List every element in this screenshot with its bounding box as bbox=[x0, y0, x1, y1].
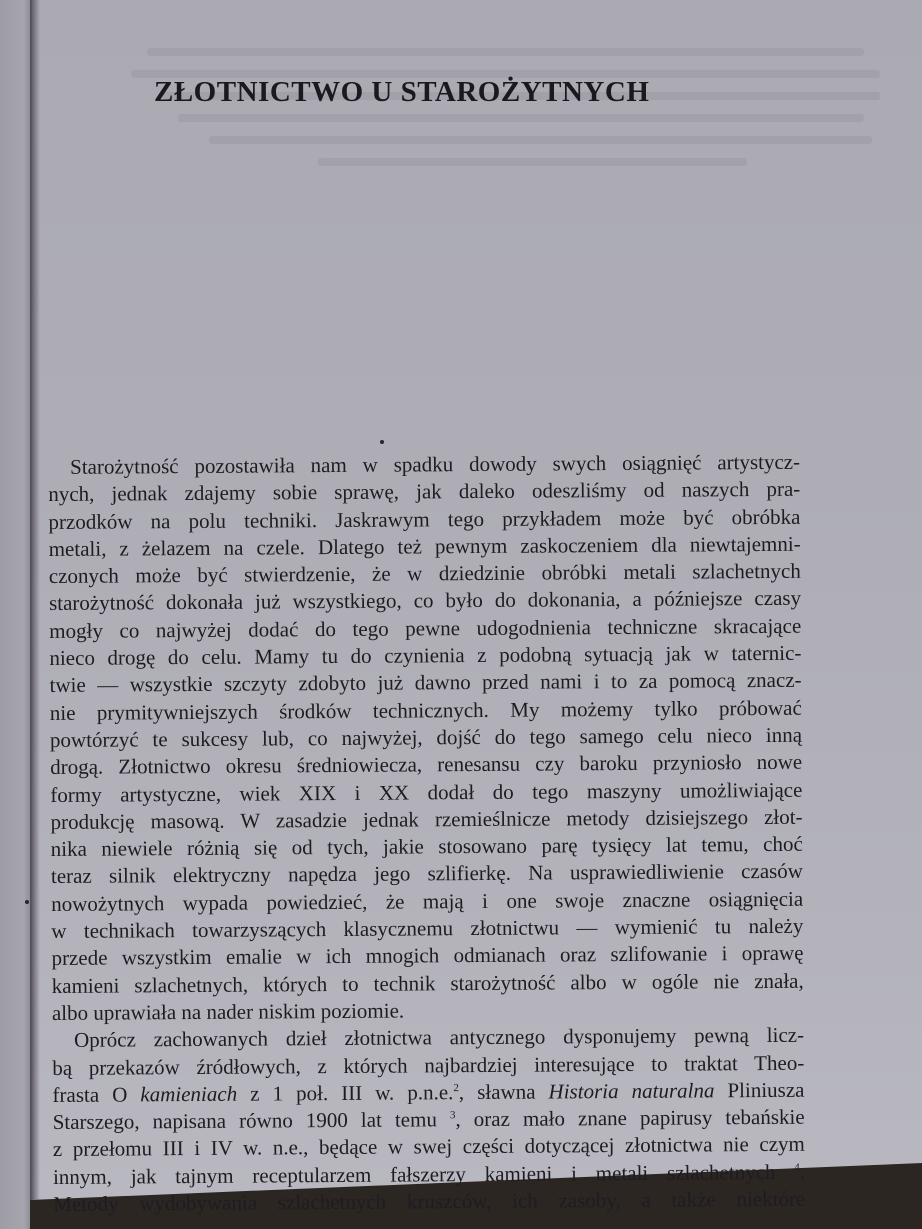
text-line: produkcję masową. W zasadzie jednak rzemieślnicze metody dzisiejszego złot- bbox=[50, 804, 803, 834]
book-title-italic: kamieniach bbox=[140, 1081, 238, 1107]
text-line: nieco drogę do celu. Mamy tu do czynienia z podobną sytuacją jak w taternic- bbox=[49, 640, 802, 671]
text-run: , sławna bbox=[458, 1079, 549, 1104]
text-line: Starożytność pozostawiła nam w spadku dowody swych osiągnięć artystycz- bbox=[70, 449, 801, 479]
footnote-marker[interactable]: 2 bbox=[453, 1081, 459, 1095]
text-run: . bbox=[799, 1159, 806, 1184]
ink-speck bbox=[25, 900, 29, 904]
bleed-line bbox=[318, 158, 747, 166]
text-line: czonych może być stwierdzenie, że w dziedzinie obróbki metali szlachetnych bbox=[48, 558, 801, 589]
text-run: Pliniusza bbox=[714, 1077, 805, 1103]
text-run: Starszego, napisana równo 1900 lat temu bbox=[52, 1107, 451, 1135]
text-line: formy artystyczne, wiek XIX i XX dodał do tego maszyny umożliwiające bbox=[50, 777, 803, 807]
bleed-line bbox=[178, 114, 864, 122]
text-line: z przełomu III i IV w. n.e., będące w swej części dotyczącej złotnictwa nie czym bbox=[52, 1132, 805, 1162]
paragraph-2 bbox=[52, 1022, 805, 1218]
text-line: nie prymitywniejszych środków technicznych. My możemy tylko próbować bbox=[49, 695, 802, 725]
paragraph-1 bbox=[48, 449, 804, 1027]
text-line: albo uprawiała na nader niskim poziomie. bbox=[51, 998, 405, 1025]
text-run: z 1 poł. III w. p.n.e. bbox=[237, 1080, 454, 1106]
text-line: powtórzyć te sukcesy lub, co najwyżej, dojść do tego samego celu nieco inną bbox=[49, 722, 803, 752]
text-run: frasta O bbox=[52, 1082, 141, 1107]
footnote-marker[interactable]: 4 bbox=[794, 1161, 800, 1174]
bleed-through-text bbox=[100, 48, 880, 180]
text-line: starożytność dokonała już wszystkiego, co było do dokonania, a późniejsze czasy bbox=[48, 586, 802, 616]
text-line: przodków na polu techniki. Jaskrawym tego przykładem może być obróbka bbox=[48, 504, 801, 534]
text-line: kamieni szlachetnych, których to technik starożytność albo w ogóle nie znała, bbox=[51, 968, 804, 998]
text-line: drogą. Złotnictwo okresu średniowiecza, renesansu czy baroku przyniosło nowe bbox=[50, 750, 803, 780]
bleed-line bbox=[147, 48, 865, 56]
text-line: twie — wszystkie szczyty zdobyto już dawno przed nami i to za pomocą znacz- bbox=[49, 668, 802, 698]
text-line: nych, jednak zdajemy sobie sprawę, jak daleko odeszliśmy od naszych pra- bbox=[48, 477, 801, 507]
body-text bbox=[48, 449, 805, 1219]
text-line: nika niewiele różnią się od tych, jakie stosowano parę tysięcy lat temu, choć bbox=[50, 831, 803, 862]
ink-speck bbox=[380, 440, 384, 444]
text-line: Metody wydobywania szlachetnych kruszców, ich zasoby, a także niektóre bbox=[53, 1186, 806, 1216]
text-run: innym, jak tajnym receptularzem fałszerzy kamieni i metali szlachetnych bbox=[52, 1159, 795, 1189]
text-run: , oraz mało znane papirusy tebańskie bbox=[455, 1104, 805, 1132]
text-line: nowożytnych wypada powiedzieć, że mają i one swoje znaczne osiągnięcia bbox=[51, 886, 804, 916]
text-line: bą przekazów źródłowych, z których najbardziej interesujące to traktat Theo- bbox=[52, 1050, 805, 1080]
text-line: w technikach towarzyszących klasycznemu złotnictwu — wymienić tu należy bbox=[51, 913, 804, 944]
chapter-title: ZŁOTNICTWO U STAROŻYTNYCH bbox=[154, 76, 650, 108]
page-gutter-shadow bbox=[30, 0, 40, 1200]
book-title-italic: Historia naturalna bbox=[548, 1078, 715, 1104]
text-line: teraz silnik elektryczny napędza jego szlifierkę. Na usprawiedliwienie czasów bbox=[50, 859, 804, 889]
footnote-marker[interactable]: 3 bbox=[449, 1109, 456, 1122]
text-line: Oprócz zachowanych dzieł złotnictwa antycznego dysponujemy pewną licz- bbox=[74, 1022, 805, 1053]
text-line: przede wszystkim emalie w ich mnogich odmianach oraz szlifowanie i oprawę bbox=[51, 941, 804, 971]
text-line: metali, z żelazem na czele. Dlatego też pewnym zaskoczeniem dla niewtajemni- bbox=[48, 531, 801, 561]
facing-page-edge bbox=[0, 0, 30, 1229]
bleed-line bbox=[209, 136, 872, 144]
text-line: mogły co najwyżej dodać do tego pewne udogodnienia techniczne skracające bbox=[49, 613, 802, 643]
